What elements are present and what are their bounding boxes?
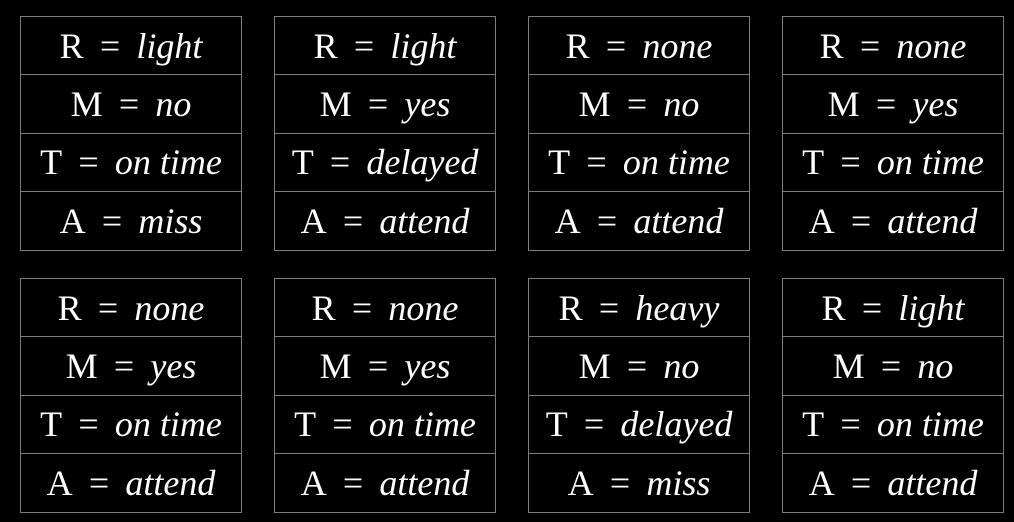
assignment-row xyxy=(529,279,749,337)
equals-sign: = xyxy=(626,345,648,386)
equals-sign: = xyxy=(875,83,897,124)
variable-letter: R xyxy=(311,287,336,328)
variable-value: attend xyxy=(125,462,216,503)
variable-letter: A xyxy=(808,200,835,241)
sample-card-1 xyxy=(20,16,242,251)
variable-letter: M xyxy=(578,345,611,386)
variable-value: light xyxy=(898,287,965,328)
sample-card-3 xyxy=(528,16,750,251)
assignment-row xyxy=(783,337,1003,395)
assignment-row xyxy=(529,337,749,395)
variable-letter: A xyxy=(808,462,835,503)
equals-sign: = xyxy=(367,345,389,386)
variable-value: no xyxy=(917,345,954,386)
equals-sign: = xyxy=(118,83,140,124)
assignment-row xyxy=(529,396,749,454)
variable-value: on time xyxy=(622,142,730,183)
variable-letter: R xyxy=(558,287,583,328)
variable-letter: M xyxy=(832,345,865,386)
assignment-row xyxy=(275,17,495,75)
variable-value: none xyxy=(388,287,459,328)
variable-letter: T xyxy=(294,404,317,445)
assignment-row xyxy=(275,75,495,133)
equals-sign: = xyxy=(626,83,648,124)
assignment-row xyxy=(275,192,495,250)
assignment-row xyxy=(275,279,495,337)
variable-letter: R xyxy=(59,25,84,66)
equals-sign: = xyxy=(586,142,607,183)
variable-letter: T xyxy=(545,404,568,445)
equals-sign: = xyxy=(598,287,620,328)
variable-value: delayed xyxy=(620,404,733,445)
variable-letter: A xyxy=(59,200,86,241)
assignment-row xyxy=(529,134,749,192)
variable-letter: R xyxy=(565,25,590,66)
assignment-row xyxy=(275,454,495,512)
variable-value: none xyxy=(896,25,967,66)
variable-letter: A xyxy=(46,462,73,503)
equals-sign: = xyxy=(351,287,373,328)
equals-sign: = xyxy=(342,200,364,241)
variable-value: on time xyxy=(368,404,476,445)
variable-value: no xyxy=(663,83,700,124)
variable-letter: A xyxy=(300,200,327,241)
variable-letter: A xyxy=(567,462,594,503)
variable-value: miss xyxy=(646,462,711,503)
variable-letter: A xyxy=(300,462,327,503)
variable-value: none xyxy=(134,287,205,328)
variable-value: light xyxy=(390,25,457,66)
equals-sign: = xyxy=(342,462,364,503)
variable-value: attend xyxy=(887,200,978,241)
variable-letter: M xyxy=(319,83,352,124)
variable-value: attend xyxy=(379,462,470,503)
equals-sign: = xyxy=(609,462,631,503)
equals-sign: = xyxy=(332,404,353,445)
sample-card-4 xyxy=(782,16,1004,251)
assignment-row xyxy=(21,134,241,192)
assignment-row xyxy=(529,192,749,250)
sample-card-5 xyxy=(20,278,242,513)
variable-letter: T xyxy=(291,142,314,183)
variable-value: yes xyxy=(150,345,197,386)
assignment-row xyxy=(21,337,241,395)
variable-value: on time xyxy=(114,404,222,445)
equals-sign: = xyxy=(840,142,861,183)
variable-value: yes xyxy=(912,83,959,124)
equals-sign: = xyxy=(99,25,121,66)
assignment-row xyxy=(21,279,241,337)
equals-sign: = xyxy=(583,404,605,445)
assignment-row xyxy=(21,396,241,454)
equals-sign: = xyxy=(367,83,389,124)
assignment-row xyxy=(783,279,1003,337)
variable-value: on time xyxy=(876,142,984,183)
assignment-row xyxy=(275,337,495,395)
variable-letter: T xyxy=(40,142,63,183)
variable-value: no xyxy=(155,83,192,124)
sample-card-7 xyxy=(528,278,750,513)
variable-letter: M xyxy=(70,83,103,124)
assignment-row xyxy=(529,454,749,512)
equals-sign: = xyxy=(78,404,99,445)
assignment-row xyxy=(783,134,1003,192)
equals-sign: = xyxy=(840,404,861,445)
equals-sign: = xyxy=(596,200,618,241)
assignment-row xyxy=(529,75,749,133)
variable-value: attend xyxy=(379,200,470,241)
equals-sign: = xyxy=(78,142,99,183)
variable-letter: T xyxy=(802,142,825,183)
equals-sign: = xyxy=(605,25,627,66)
assignment-row xyxy=(21,454,241,512)
variable-value: attend xyxy=(887,462,978,503)
variable-value: light xyxy=(136,25,203,66)
sample-card-2 xyxy=(274,16,496,251)
variable-letter: A xyxy=(554,200,581,241)
equals-sign: = xyxy=(880,345,902,386)
equals-sign: = xyxy=(859,25,881,66)
variable-letter: M xyxy=(827,83,860,124)
equals-sign: = xyxy=(850,200,872,241)
assignment-row xyxy=(783,396,1003,454)
variable-letter: M xyxy=(578,83,611,124)
variable-value: attend xyxy=(633,200,724,241)
sample-card-6 xyxy=(274,278,496,513)
variable-letter: M xyxy=(65,345,98,386)
variable-letter: T xyxy=(40,404,63,445)
equals-sign: = xyxy=(88,462,110,503)
variable-value: miss xyxy=(138,200,203,241)
assignment-row xyxy=(783,17,1003,75)
variable-value: heavy xyxy=(635,287,720,328)
variable-letter: R xyxy=(821,287,846,328)
variable-value: yes xyxy=(404,345,451,386)
equals-sign: = xyxy=(97,287,119,328)
assignment-row xyxy=(275,134,495,192)
variable-letter: T xyxy=(802,404,825,445)
equals-sign: = xyxy=(850,462,872,503)
assignment-row xyxy=(21,192,241,250)
variable-value: yes xyxy=(404,83,451,124)
variable-letter: R xyxy=(313,25,338,66)
equals-sign: = xyxy=(113,345,135,386)
assignment-row xyxy=(529,17,749,75)
variable-value: delayed xyxy=(366,142,479,183)
assignment-row xyxy=(783,192,1003,250)
assignment-row xyxy=(783,75,1003,133)
assignment-row xyxy=(783,454,1003,512)
equals-sign: = xyxy=(329,142,351,183)
variable-value: on time xyxy=(114,142,222,183)
assignment-row xyxy=(275,396,495,454)
variable-value: no xyxy=(663,345,700,386)
assignment-row xyxy=(21,75,241,133)
variable-letter: R xyxy=(819,25,844,66)
variable-value: on time xyxy=(876,404,984,445)
equals-sign: = xyxy=(861,287,883,328)
variable-value: none xyxy=(642,25,713,66)
variable-letter: M xyxy=(319,345,352,386)
sample-card-8 xyxy=(782,278,1004,513)
variable-letter: T xyxy=(548,142,571,183)
equals-sign: = xyxy=(353,25,375,66)
variable-letter: R xyxy=(57,287,82,328)
equals-sign: = xyxy=(101,200,123,241)
assignment-row xyxy=(21,17,241,75)
